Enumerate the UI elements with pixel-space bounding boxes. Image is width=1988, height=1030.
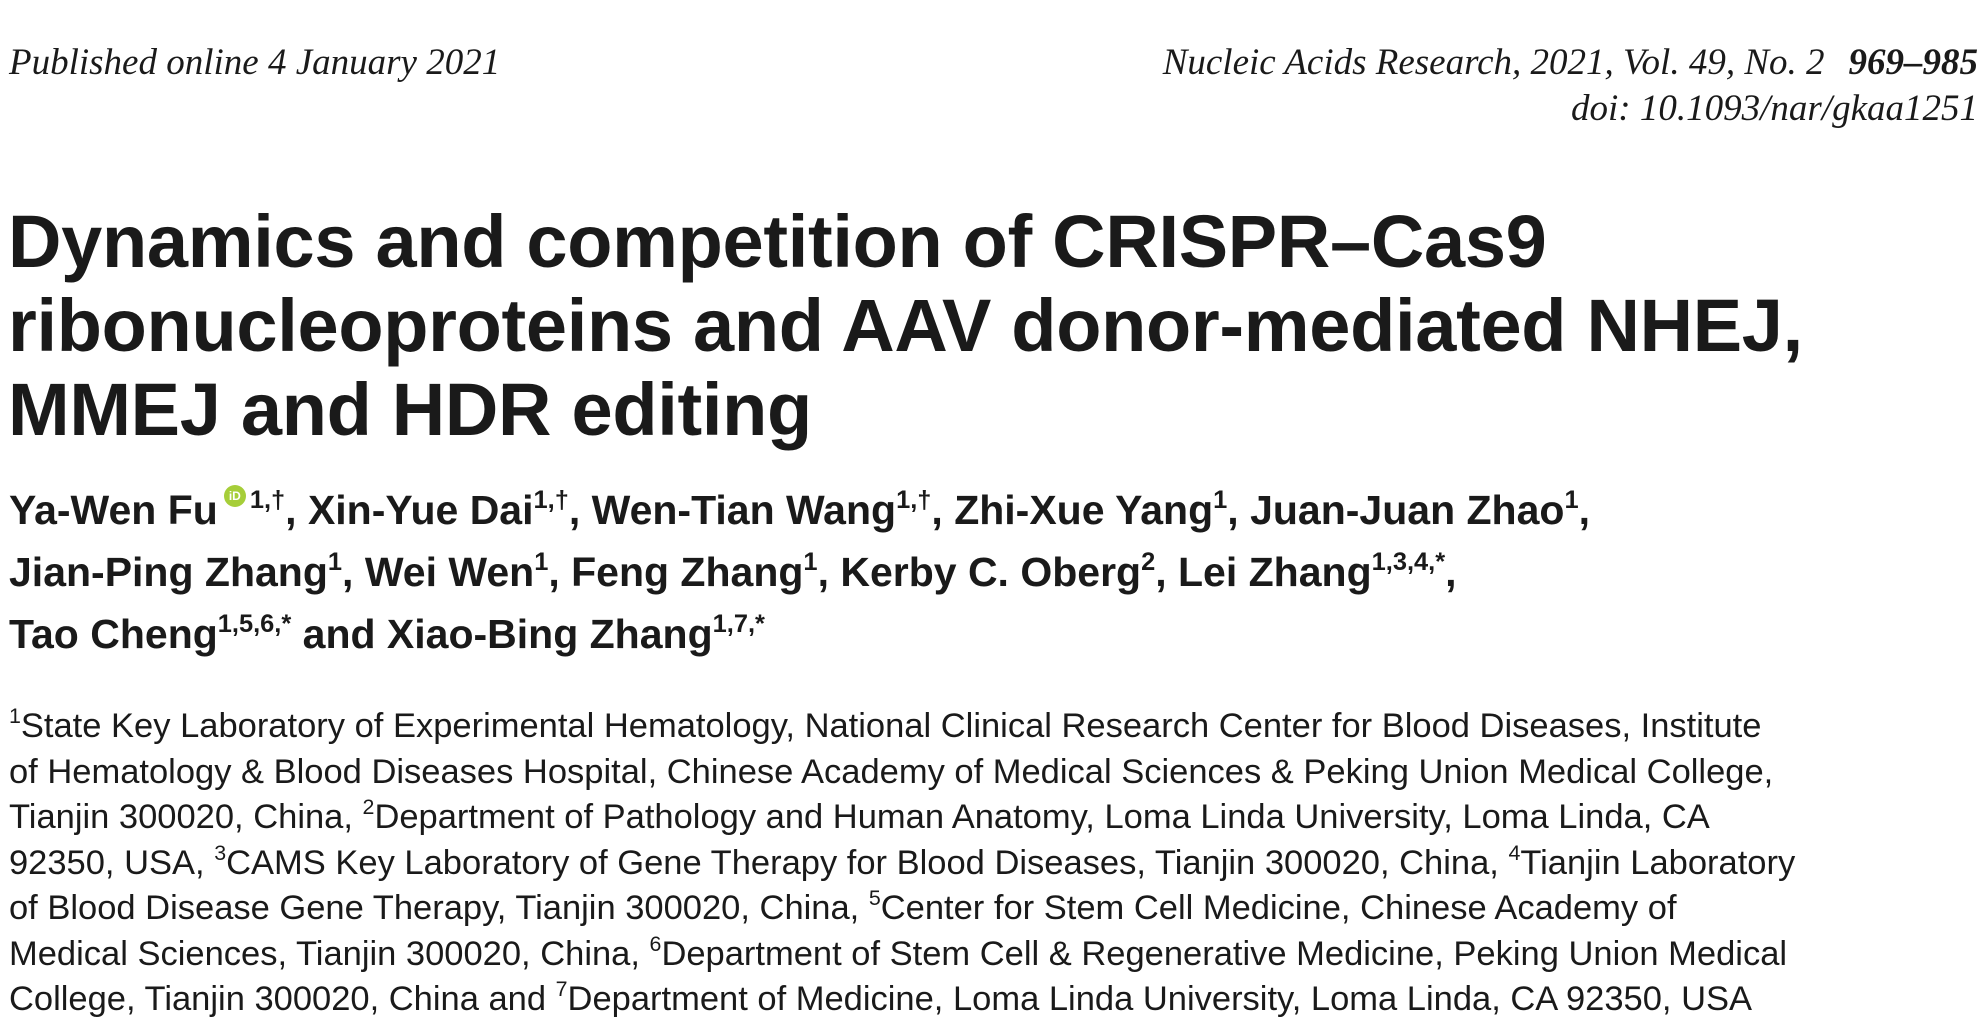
author-separator: , <box>1578 487 1590 533</box>
affiliation-line-1 <box>9 704 1969 750</box>
affiliation-text: Center for Stem Cell Medicine, Chinese Academy of <box>880 889 1677 927</box>
affiliation-text: of Blood Disease Gene Therapy, Tianjin 300020, China, <box>9 889 869 927</box>
article-title <box>8 200 1968 452</box>
affiliation-number: 3 <box>214 840 227 865</box>
affiliation-line-3 <box>9 795 1969 841</box>
title-line-3: MMEJ and HDR editing <box>8 368 812 451</box>
author-affiliation-marks: 1,7,* <box>712 610 765 639</box>
author-name[interactable]: , Juan-Juan Zhao <box>1227 487 1565 533</box>
author-name[interactable]: , Zhi-Xue Yang <box>931 487 1214 533</box>
title-line-1: Dynamics and competition of CRISPR–Cas9 <box>8 200 1547 283</box>
author-affiliation-marks: 1,3,4,* <box>1371 548 1446 577</box>
journal-citation-line <box>1163 40 1978 86</box>
affiliation-number: 7 <box>555 977 568 1002</box>
author-name[interactable]: , Xin-Yue Dai <box>285 487 534 533</box>
author-name[interactable]: , Wei Wen <box>342 549 535 595</box>
author-name[interactable]: , Kerby C. Oberg <box>817 549 1142 595</box>
affiliation-text: of Hematology & Blood Diseases Hospital, Chinese Academy of Medical Sciences & Peking Union Medical College, <box>9 752 1774 791</box>
author-affiliation-marks: 2 <box>1141 548 1156 577</box>
author-name[interactable]: , Feng Zhang <box>548 549 804 595</box>
affiliation-line-6 <box>9 932 1969 978</box>
affiliation-line-4 <box>9 841 1969 887</box>
author-name[interactable]: Ya-Wen Fu <box>9 487 218 533</box>
author-affiliation-marks: 1 <box>1564 486 1579 515</box>
journal-citation: Nucleic Acids Research, 2021, Vol. 49, No. 2 <box>1162 42 1825 83</box>
journal-header <box>1163 40 1978 132</box>
author-affiliation-marks: 1 <box>534 548 549 577</box>
page-range: 969–985 <box>1848 42 1978 83</box>
affiliation-text: College, Tianjin 300020, China and <box>9 980 556 1018</box>
affiliations <box>9 704 1969 1023</box>
affiliation-text: Department of Medicine, Loma Linda University, Loma Linda, CA 92350, USA <box>567 980 1753 1018</box>
author-affiliation-marks: 1 <box>327 548 343 577</box>
author-name[interactable]: Jian-Ping Zhang <box>9 549 328 595</box>
affiliation-line-2 <box>9 750 1969 796</box>
affiliation-text: State Key Laboratory of Experimental Hematology, National Clinical Research Center for Blood Diseases, Institute <box>20 707 1762 745</box>
affiliation-line-5 <box>9 886 1969 932</box>
author-name[interactable]: Tao Cheng <box>9 611 218 657</box>
publication-date: Published online 4 January 2021 <box>9 42 501 83</box>
affiliation-number: 4 <box>1508 840 1521 865</box>
affiliation-line-7 <box>9 977 1969 1023</box>
author-affiliation-marks: 1,† <box>249 486 286 515</box>
affiliation-text: Tianjin Laboratory <box>1520 843 1796 882</box>
affiliation-text: Medical Sciences, Tianjin 300020, China, <box>9 934 650 973</box>
doi[interactable]: doi: 10.1093/nar/gkaa1251 <box>1571 88 1978 129</box>
affiliation-number: 1 <box>9 704 21 729</box>
orcid-icon[interactable]: iD <box>224 485 246 507</box>
title-line-2: ribonucleoproteins and AAV donor-mediated NHEJ, <box>8 284 1803 367</box>
author-line-3 <box>9 603 1969 665</box>
author-name[interactable]: and Xiao-Bing Zhang <box>291 611 713 657</box>
affiliation-number: 2 <box>362 795 375 820</box>
author-list <box>9 479 1969 665</box>
author-name[interactable]: , Lei Zhang <box>1155 549 1372 595</box>
author-name[interactable]: , Wen-Tian Wang <box>568 487 897 533</box>
author-separator: , <box>1445 549 1457 595</box>
author-affiliation-marks: 1,† <box>533 486 569 515</box>
author-affiliation-marks: 1 <box>803 548 818 577</box>
affiliation-text: CAMS Key Laboratory of Gene Therapy for Blood Diseases, Tianjin 300020, China, <box>226 843 1509 882</box>
affiliation-number: 6 <box>649 931 662 956</box>
affiliation-text: 92350, USA, <box>9 843 215 882</box>
author-line-2 <box>9 541 1969 603</box>
author-affiliation-marks: 1,5,6,* <box>217 610 292 639</box>
author-affiliation-marks: 1,† <box>896 486 932 515</box>
affiliation-number: 5 <box>868 886 881 911</box>
author-line-1 <box>9 479 1969 541</box>
affiliation-text: Department of Pathology and Human Anatomy, Loma Linda University, Loma Linda, CA <box>374 798 1710 836</box>
author-affiliation-marks: 1 <box>1213 486 1228 515</box>
affiliation-text: Tianjin 300020, China, <box>9 798 363 836</box>
affiliation-text: Department of Stem Cell & Regenerative Medicine, Peking Union Medical <box>661 934 1788 973</box>
